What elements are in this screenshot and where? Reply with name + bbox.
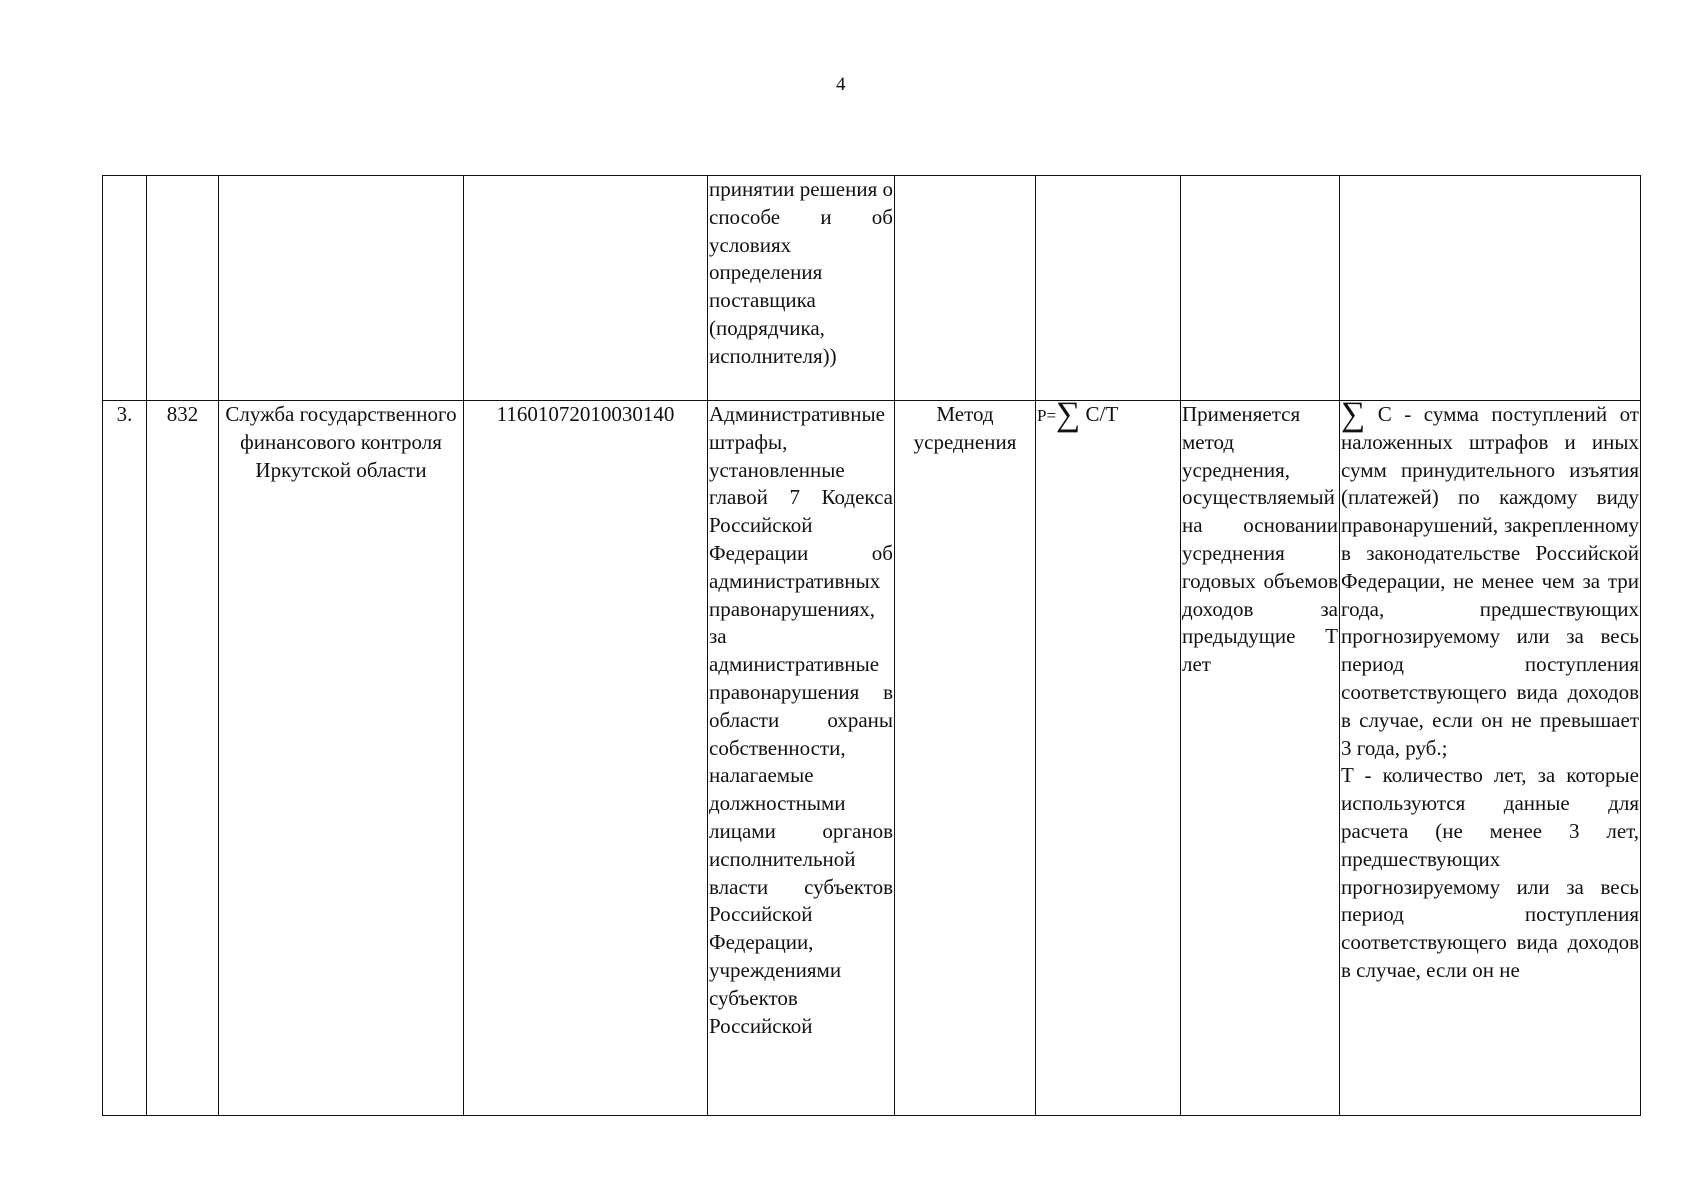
cell-method: Метод усреднения [895,401,1036,1116]
sigma-symbol: ∑ [1341,400,1366,433]
formula-prefix: P= [1037,406,1057,425]
cell-admin-name [219,176,464,401]
cell-description: принятии решения о способе и об условиях определения поставщика (подрядчика, исполнителя)) [708,176,895,401]
cell-admin-code [147,176,219,401]
cell-admin-code: 832 [147,401,219,1116]
indicator-c-description [1341,401,1639,762]
revenue-forecast-table [102,175,1641,1116]
cell-kbk [464,176,708,401]
cell-indicators [1340,176,1641,401]
cell-formula [1036,176,1181,401]
cell-kbk: 11601072010030140 [464,401,708,1116]
cell-algorithm: Применяется метод усреднения, осуществляемый на основании усреднения годовых объемов доходов за предыдущие T лет [1181,401,1340,1116]
indicator-t-description: T - количество лет, за которые используются данные для расчета (не менее 3 лет, предшествующих прогнозируемому или за весь период поступления соответствующего вида доходов в случае, если он не [1341,763,1639,982]
cell-num [103,176,147,401]
cell-admin-name: Служба государственного финансового контроля Иркутской области [219,401,464,1116]
cell-formula [1036,401,1181,1116]
cell-indicators [1340,401,1641,1116]
page-number: 4 [836,74,846,95]
table-row [103,401,1641,1116]
sigma-symbol: ∑ [1056,400,1081,433]
cell-method [895,176,1036,401]
formula-rest: C/T [1080,402,1119,426]
cell-num: 3. [103,401,147,1116]
indicator-c-text: C - сумма поступлений от наложенных штрафов и иных сумм принудительного изъятия (платежей) по каждому виду правонарушений, закрепленному в законодательстве Российской Федерации, не менее чем за три года, предшествующих прогнозируемому или за весь период поступления соответствующего вида доходов в случае, если он не превышает 3 года, руб.; [1341,402,1639,760]
table-row-continuation [103,176,1641,401]
cell-description: Административные штрафы, установленные главой 7 Кодекса Российской Федерации об административных правонарушениях, за административные правонарушения в области охраны собственности, налагаемые должностными лицами органов исполнительной власти субъектов Российской Федерации, учреждениями субъектов Российской [708,401,895,1116]
cell-algorithm [1181,176,1340,401]
